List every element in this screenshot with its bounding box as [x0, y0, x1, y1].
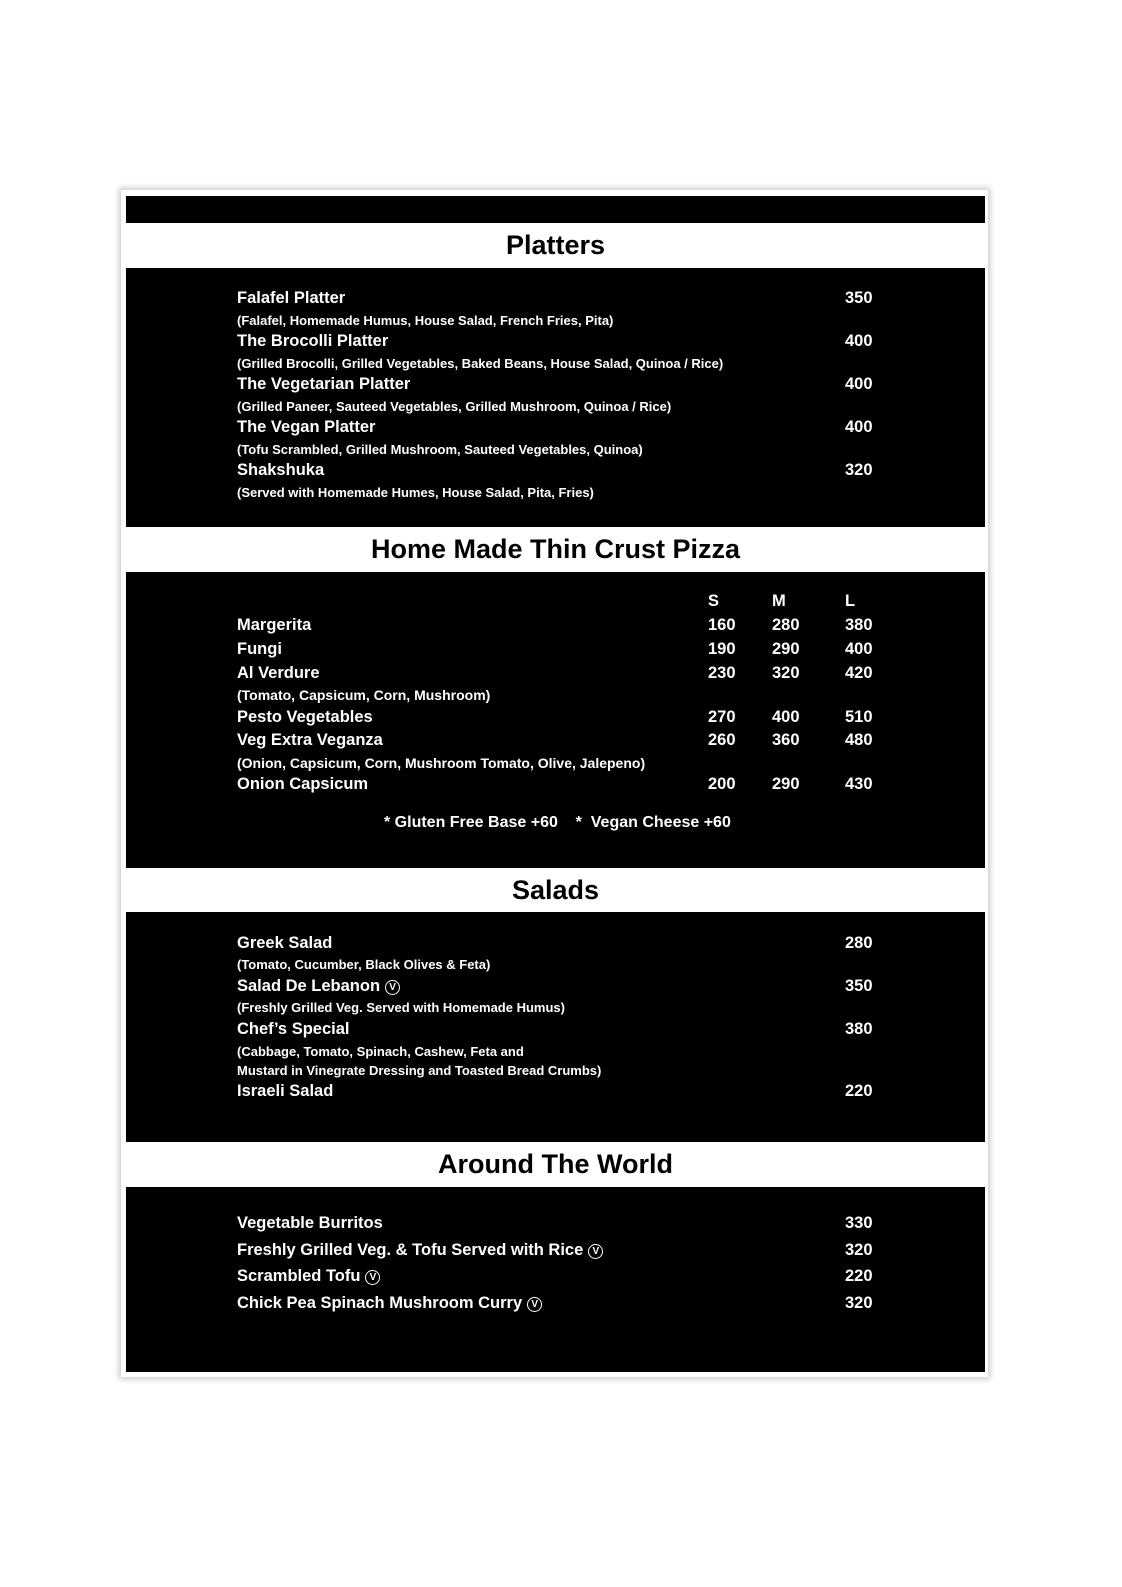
menu-item-description: (Tofu Scrambled, Grilled Mushroom, Sauteed Vegetables, Quinoa)	[237, 442, 643, 457]
menu-item-name: Fungi	[237, 640, 282, 658]
section-title-around-the-world: Around The World	[438, 1149, 673, 1179]
price-medium: 360	[772, 731, 800, 749]
pizza-panel	[126, 572, 985, 868]
menu-item-name: Salad De Lebanon	[237, 977, 381, 995]
menu-item-price: 350	[845, 289, 873, 307]
price-medium: 280	[772, 616, 800, 634]
menu-item-price: 380	[845, 1020, 873, 1038]
menu-page	[121, 190, 988, 1377]
menu-item-price: 320	[845, 1241, 873, 1259]
pizza-addon-note: * Gluten Free Base +60 * Vegan Cheese +60	[384, 814, 731, 831]
menu-item-description-line2: Mustard in Vinegrate Dressing and Toasted Bread Crumbs)	[237, 1063, 602, 1078]
platters-panel	[126, 268, 985, 527]
price-large: 420	[845, 664, 873, 682]
menu-item-description: (Tomato, Capsicum, Corn, Mushroom)	[237, 687, 491, 703]
menu-item-name: Onion Capsicum	[237, 775, 369, 793]
menu-item-description: (Grilled Brocolli, Grilled Vegetables, Baked Beans, House Salad, Quinoa / Rice)	[237, 356, 724, 371]
price-small: 160	[708, 616, 736, 634]
vegan-mark-icon: V	[527, 1297, 542, 1312]
section-title-platters: Platters	[505, 230, 606, 260]
menu-item-price: 350	[845, 977, 873, 995]
menu-item-price: 330	[845, 1214, 873, 1232]
menu-item-description: (Served with Homemade Humes, House Salad, Pita, Fries)	[237, 485, 594, 500]
menu-item-row	[237, 977, 400, 996]
menu-item-name: Margerita	[237, 616, 312, 634]
price-small: 270	[708, 708, 736, 726]
price-large: 380	[845, 616, 873, 634]
vegan-mark-icon: V	[588, 1244, 603, 1259]
menu-item-name: Veg Extra Veganza	[237, 731, 383, 749]
menu-item-price: 400	[845, 375, 873, 393]
price-medium: 290	[772, 640, 800, 658]
price-large: 430	[845, 775, 873, 793]
menu-item-description: (Grilled Paneer, Sauteed Vegetables, Grilled Mushroom, Quinoa / Rice)	[237, 399, 672, 414]
menu-item-name: Scrambled Tofu	[237, 1267, 361, 1285]
menu-item-name: The Vegetarian Platter	[237, 375, 411, 393]
menu-item-name: The Brocolli Platter	[237, 332, 389, 350]
size-header-medium: M	[772, 592, 786, 610]
menu-item-description: (Falafel, Homemade Humus, House Salad, French Fries, Pita)	[237, 313, 614, 328]
menu-item-name: Vegetable Burritos	[237, 1214, 383, 1232]
menu-item-price: 320	[845, 1294, 873, 1312]
menu-item-price: 320	[845, 461, 873, 479]
menu-item-description: (Cabbage, Tomato, Spinach, Cashew, Feta and	[237, 1044, 524, 1059]
menu-item-price: 400	[845, 332, 873, 350]
size-header-large: L	[845, 592, 856, 610]
size-header-small: S	[708, 592, 720, 610]
salads-panel	[126, 912, 985, 1142]
price-small: 230	[708, 664, 736, 682]
menu-item-row	[237, 1267, 380, 1286]
price-small: 200	[708, 775, 736, 793]
top-bar	[126, 196, 985, 223]
section-title-salads: Salads	[511, 875, 600, 905]
menu-item-name: Chef’s Special	[237, 1020, 350, 1038]
menu-item-description: (Onion, Capsicum, Corn, Mushroom Tomato, Olive, Jalepeno)	[237, 755, 646, 771]
menu-item-name: Falafel Platter	[237, 289, 346, 307]
price-small: 190	[708, 640, 736, 658]
world-panel	[126, 1187, 985, 1372]
price-medium: 320	[772, 664, 800, 682]
vegan-mark-icon: V	[385, 980, 400, 995]
menu-item-name: Greek Salad	[237, 934, 333, 952]
menu-item-row	[237, 1294, 542, 1313]
price-medium: 290	[772, 775, 800, 793]
price-large: 400	[845, 640, 873, 658]
menu-item-name: Shakshuka	[237, 461, 325, 479]
menu-item-name: Chick Pea Spinach Mushroom Curry	[237, 1294, 523, 1312]
menu-item-price: 220	[845, 1082, 873, 1100]
menu-item-price: 220	[845, 1267, 873, 1285]
menu-item-description: (Freshly Grilled Veg. Served with Homemade Humus)	[237, 1000, 565, 1015]
price-large: 510	[845, 708, 873, 726]
menu-item-description: (Tomato, Cucumber, Black Olives & Feta)	[237, 957, 491, 972]
menu-item-name: Pesto Vegetables	[237, 708, 373, 726]
price-medium: 400	[772, 708, 800, 726]
price-large: 480	[845, 731, 873, 749]
menu-item-price: 280	[845, 934, 873, 952]
menu-item-row	[237, 1241, 603, 1260]
menu-item-name: The Vegan Platter	[237, 418, 376, 436]
menu-item-price: 400	[845, 418, 873, 436]
vegan-mark-icon: V	[365, 1270, 380, 1285]
menu-item-name: Israeli Salad	[237, 1082, 334, 1100]
menu-item-name: Al Verdure	[237, 664, 320, 682]
price-small: 260	[708, 731, 736, 749]
menu-item-name: Freshly Grilled Veg. & Tofu Served with Rice	[237, 1241, 584, 1259]
section-title-pizza: Home Made Thin Crust Pizza	[370, 534, 741, 564]
